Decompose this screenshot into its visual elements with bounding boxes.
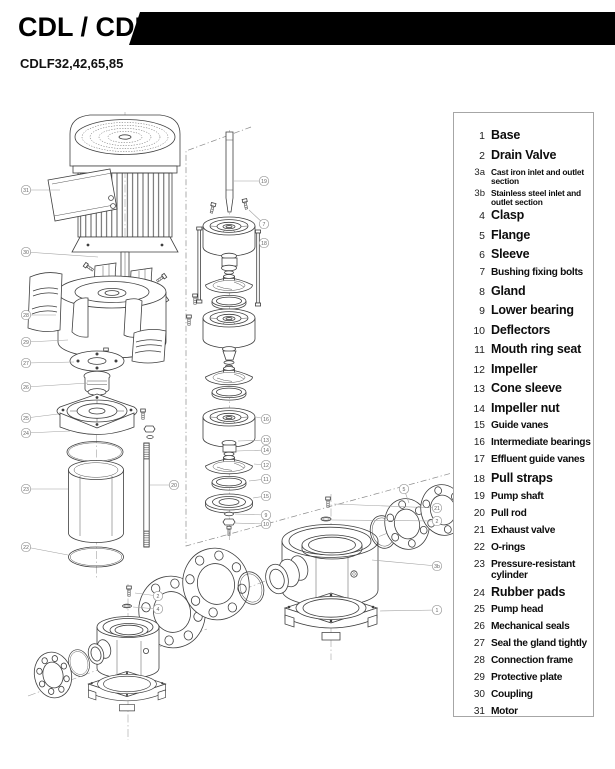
part-number: 15	[473, 420, 485, 431]
part-number: 19	[473, 490, 485, 502]
part-row-7	[458, 267, 591, 284]
page-title: CDL / CDLF	[18, 12, 168, 42]
part-label: Connection frame	[491, 655, 573, 666]
part-label: Stainless steel inlet and outlet section	[491, 187, 581, 207]
pull-rod	[144, 443, 149, 547]
part-number: 11	[474, 344, 485, 356]
header-bar	[129, 12, 615, 45]
svg-text:9: 9	[264, 512, 268, 519]
part-row-31	[458, 706, 591, 723]
part-number: 27	[473, 638, 485, 649]
part-label: Flange	[491, 227, 531, 242]
part-label: Lower bearing	[491, 303, 574, 317]
part-number: 16	[473, 437, 485, 448]
svg-text:27: 27	[23, 360, 29, 367]
part-row-3a	[458, 167, 591, 188]
part-number: 6	[479, 249, 485, 261]
part-label: Impeller nut	[491, 400, 560, 415]
svg-text:10: 10	[263, 521, 269, 528]
part-row-21	[458, 525, 591, 542]
svg-text:1: 1	[435, 607, 439, 614]
part-number: 24	[473, 586, 485, 599]
part-label: Cone sleeve	[491, 381, 562, 395]
part-number: 26	[473, 621, 485, 632]
part-row-5	[458, 228, 591, 248]
part-number: 9	[479, 305, 485, 317]
part-number: 20	[473, 507, 485, 519]
svg-text:19: 19	[261, 178, 267, 185]
part-row-24	[458, 585, 591, 605]
svg-text:3b: 3b	[434, 563, 440, 570]
part-row-6	[458, 247, 591, 267]
part-row-2	[458, 148, 591, 168]
part-label: Bushing fixing bolts	[491, 266, 583, 278]
svg-text:20: 20	[171, 482, 177, 489]
part-label: Effluent guide vanes	[491, 454, 585, 465]
part-label: Intermediate bearings	[491, 437, 591, 448]
svg-text:22: 22	[23, 544, 29, 551]
part-row-13	[458, 381, 591, 401]
part-number: 3a	[474, 167, 485, 178]
part-number: 31	[473, 706, 485, 717]
part-label: Mouth ring seat	[491, 342, 582, 356]
part-label: Pump head	[491, 604, 544, 615]
part-row-14	[458, 401, 591, 421]
part-label: Drain Valve	[491, 147, 557, 162]
part-number: 12	[473, 363, 485, 376]
part-label: Pull straps	[491, 471, 553, 485]
part-label: Coupling	[491, 689, 533, 700]
parts-list-box	[453, 112, 594, 717]
part-number: 13	[473, 383, 485, 395]
cylinder-and-orings	[67, 442, 124, 568]
part-row-9	[458, 303, 591, 323]
part-label: Cast iron inlet and outlet section	[491, 167, 584, 187]
part-row-30	[458, 689, 591, 706]
svg-text:18: 18	[261, 240, 267, 247]
part-number: 7	[479, 266, 485, 278]
svg-text:12: 12	[263, 462, 269, 469]
part-row-29	[458, 672, 591, 689]
part-number: 10	[473, 324, 485, 337]
part-number: 17	[473, 454, 485, 465]
part-label: Deflectors	[491, 322, 551, 337]
part-number: 2	[479, 149, 485, 162]
part-row-27	[458, 638, 591, 655]
svg-text:30: 30	[23, 249, 29, 256]
gland-and-seal	[70, 351, 124, 399]
part-label: Exhaust valve	[491, 524, 556, 536]
part-number: 22	[473, 541, 485, 553]
part-row-10	[458, 323, 591, 343]
part-label: Sleeve	[491, 247, 530, 261]
part-row-3b	[458, 188, 591, 209]
part-number: 5	[479, 229, 485, 242]
svg-text:7: 7	[262, 221, 266, 228]
part-row-12	[458, 362, 591, 382]
part-row-8	[458, 284, 591, 304]
svg-text:15: 15	[263, 493, 269, 500]
part-row-15	[458, 420, 591, 437]
part-row-16	[458, 437, 591, 454]
svg-text:13: 13	[263, 437, 269, 444]
part-row-17	[458, 454, 591, 471]
part-number: 18	[473, 473, 485, 485]
part-number: 3b	[474, 187, 485, 199]
part-number: 14	[473, 402, 485, 415]
part-label: Protective plate	[491, 672, 563, 683]
model-subtitle: CDLF32,42,65,85	[20, 56, 124, 71]
part-number: 21	[473, 524, 485, 536]
part-row-11	[458, 342, 591, 362]
pump-head	[57, 394, 155, 439]
svg-text:11: 11	[263, 476, 269, 483]
svg-text:24: 24	[23, 430, 29, 437]
svg-text:16: 16	[263, 416, 269, 423]
part-label: Clasp	[491, 208, 525, 222]
svg-text:5: 5	[402, 486, 406, 493]
part-label: Rubber pads	[491, 584, 566, 599]
svg-text:31: 31	[23, 187, 29, 194]
svg-text:23: 23	[23, 486, 29, 493]
parts-list	[458, 128, 591, 723]
svg-text:26: 26	[23, 384, 29, 391]
part-row-28	[458, 655, 591, 672]
part-number: 4	[479, 210, 485, 222]
part-label: Pump shaft	[491, 490, 544, 502]
part-label: Pressure-resistant cylinder	[491, 558, 576, 582]
stage-stack	[197, 132, 261, 535]
part-row-22	[458, 542, 591, 559]
part-row-18	[458, 471, 591, 491]
motor	[48, 115, 180, 288]
svg-text:21: 21	[434, 505, 440, 512]
part-label: O-rings	[491, 541, 526, 553]
part-label: Guide vanes	[491, 420, 549, 431]
part-row-19	[458, 491, 591, 508]
part-row-20	[458, 508, 591, 525]
part-number: 28	[473, 655, 485, 666]
part-row-4	[458, 208, 591, 228]
part-number: 30	[473, 689, 485, 700]
part-label: Gland	[491, 283, 526, 298]
part-number: 29	[473, 672, 485, 683]
part-label: Mechanical seals	[491, 621, 570, 632]
part-label: Base	[491, 128, 521, 142]
part-row-26	[458, 621, 591, 638]
svg-text:28: 28	[23, 312, 29, 319]
part-number: 23	[473, 558, 485, 570]
part-row-23	[458, 559, 591, 585]
part-label: Seal the gland tightly	[491, 638, 587, 649]
part-number: 1	[479, 130, 485, 142]
part-number: 25	[473, 604, 485, 615]
svg-text:2: 2	[156, 593, 160, 600]
svg-text:2: 2	[435, 518, 439, 525]
svg-text:14: 14	[263, 447, 269, 454]
part-label: Impeller	[491, 361, 538, 376]
part-row-1	[458, 128, 591, 148]
svg-text:4: 4	[156, 606, 160, 613]
svg-text:25: 25	[23, 415, 29, 422]
part-number: 8	[479, 285, 485, 298]
part-label: Motor	[491, 706, 518, 717]
part-label: Pull rod	[491, 507, 527, 519]
connection-frame	[58, 276, 197, 358]
part-row-25	[458, 604, 591, 621]
svg-text:29: 29	[23, 339, 29, 346]
